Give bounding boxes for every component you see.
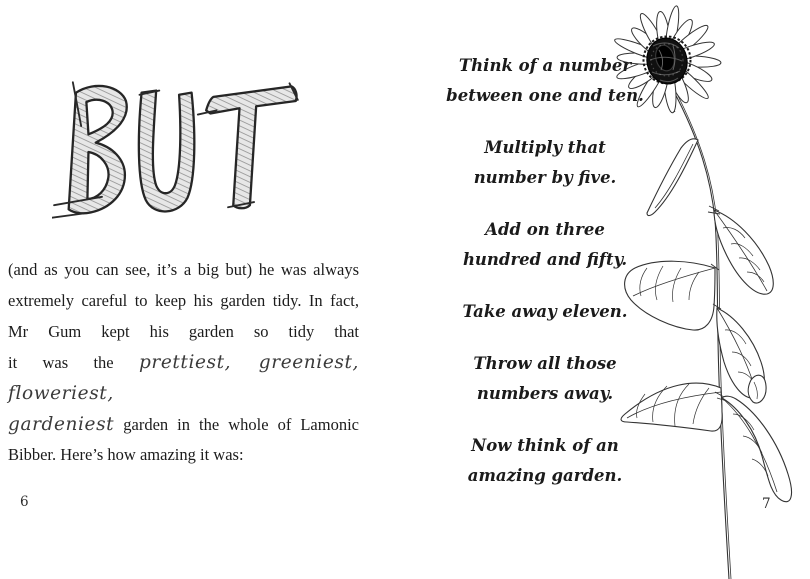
paragraph-line <box>8 286 359 317</box>
paragraph-line <box>8 410 359 441</box>
paragraph-text: garden in the whole of Lamonic <box>114 414 359 434</box>
instruction-block <box>430 349 660 409</box>
paragraph-line <box>8 317 359 348</box>
paragraph-line <box>8 440 359 471</box>
but-lettering-illustration <box>52 76 302 226</box>
instruction-block <box>430 297 660 327</box>
right-page <box>405 0 810 579</box>
instruction-block <box>430 133 660 193</box>
paragraph-text: extremely careful to keep his garden tidy. In fact, <box>8 290 359 310</box>
script-word: gardeniest <box>8 413 115 435</box>
instruction-line: Multiply that <box>484 138 606 157</box>
instruction-block <box>430 215 660 275</box>
instruction-line: Add on three <box>485 220 605 239</box>
script-word: prettiest, greeniest, floweriest, <box>8 351 359 404</box>
paragraph-text: (and as you can see, it’s a big but) he was always <box>8 260 359 279</box>
instruction-line: between one and ten. <box>446 86 644 105</box>
instruction-line: Now think of an <box>471 436 619 455</box>
instruction-line: number by five. <box>473 168 617 187</box>
instruction-line: hundred and fifty. <box>462 250 628 269</box>
paragraph-line <box>8 348 359 410</box>
page-number-left: 6 <box>20 494 29 510</box>
instruction-line: amazing garden. <box>467 466 623 485</box>
paragraph-line <box>8 255 359 286</box>
instruction-line: Take away eleven. <box>462 302 628 321</box>
paragraph-text: Bibber. Here’s how amazing it was: <box>8 445 244 465</box>
instruction-line: Throw all those <box>473 354 617 373</box>
instruction-line: Think of a number <box>458 56 632 75</box>
body-paragraph <box>8 255 359 471</box>
page-number-right: 7 <box>762 496 771 512</box>
instructions-column <box>430 51 660 513</box>
instruction-line: numbers away. <box>476 384 614 403</box>
instruction-block <box>430 51 660 111</box>
instruction-block <box>430 431 660 491</box>
paragraph-text: it was the <box>8 352 139 372</box>
paragraph-text: Mr Gum kept his garden so tidy that <box>8 321 359 341</box>
